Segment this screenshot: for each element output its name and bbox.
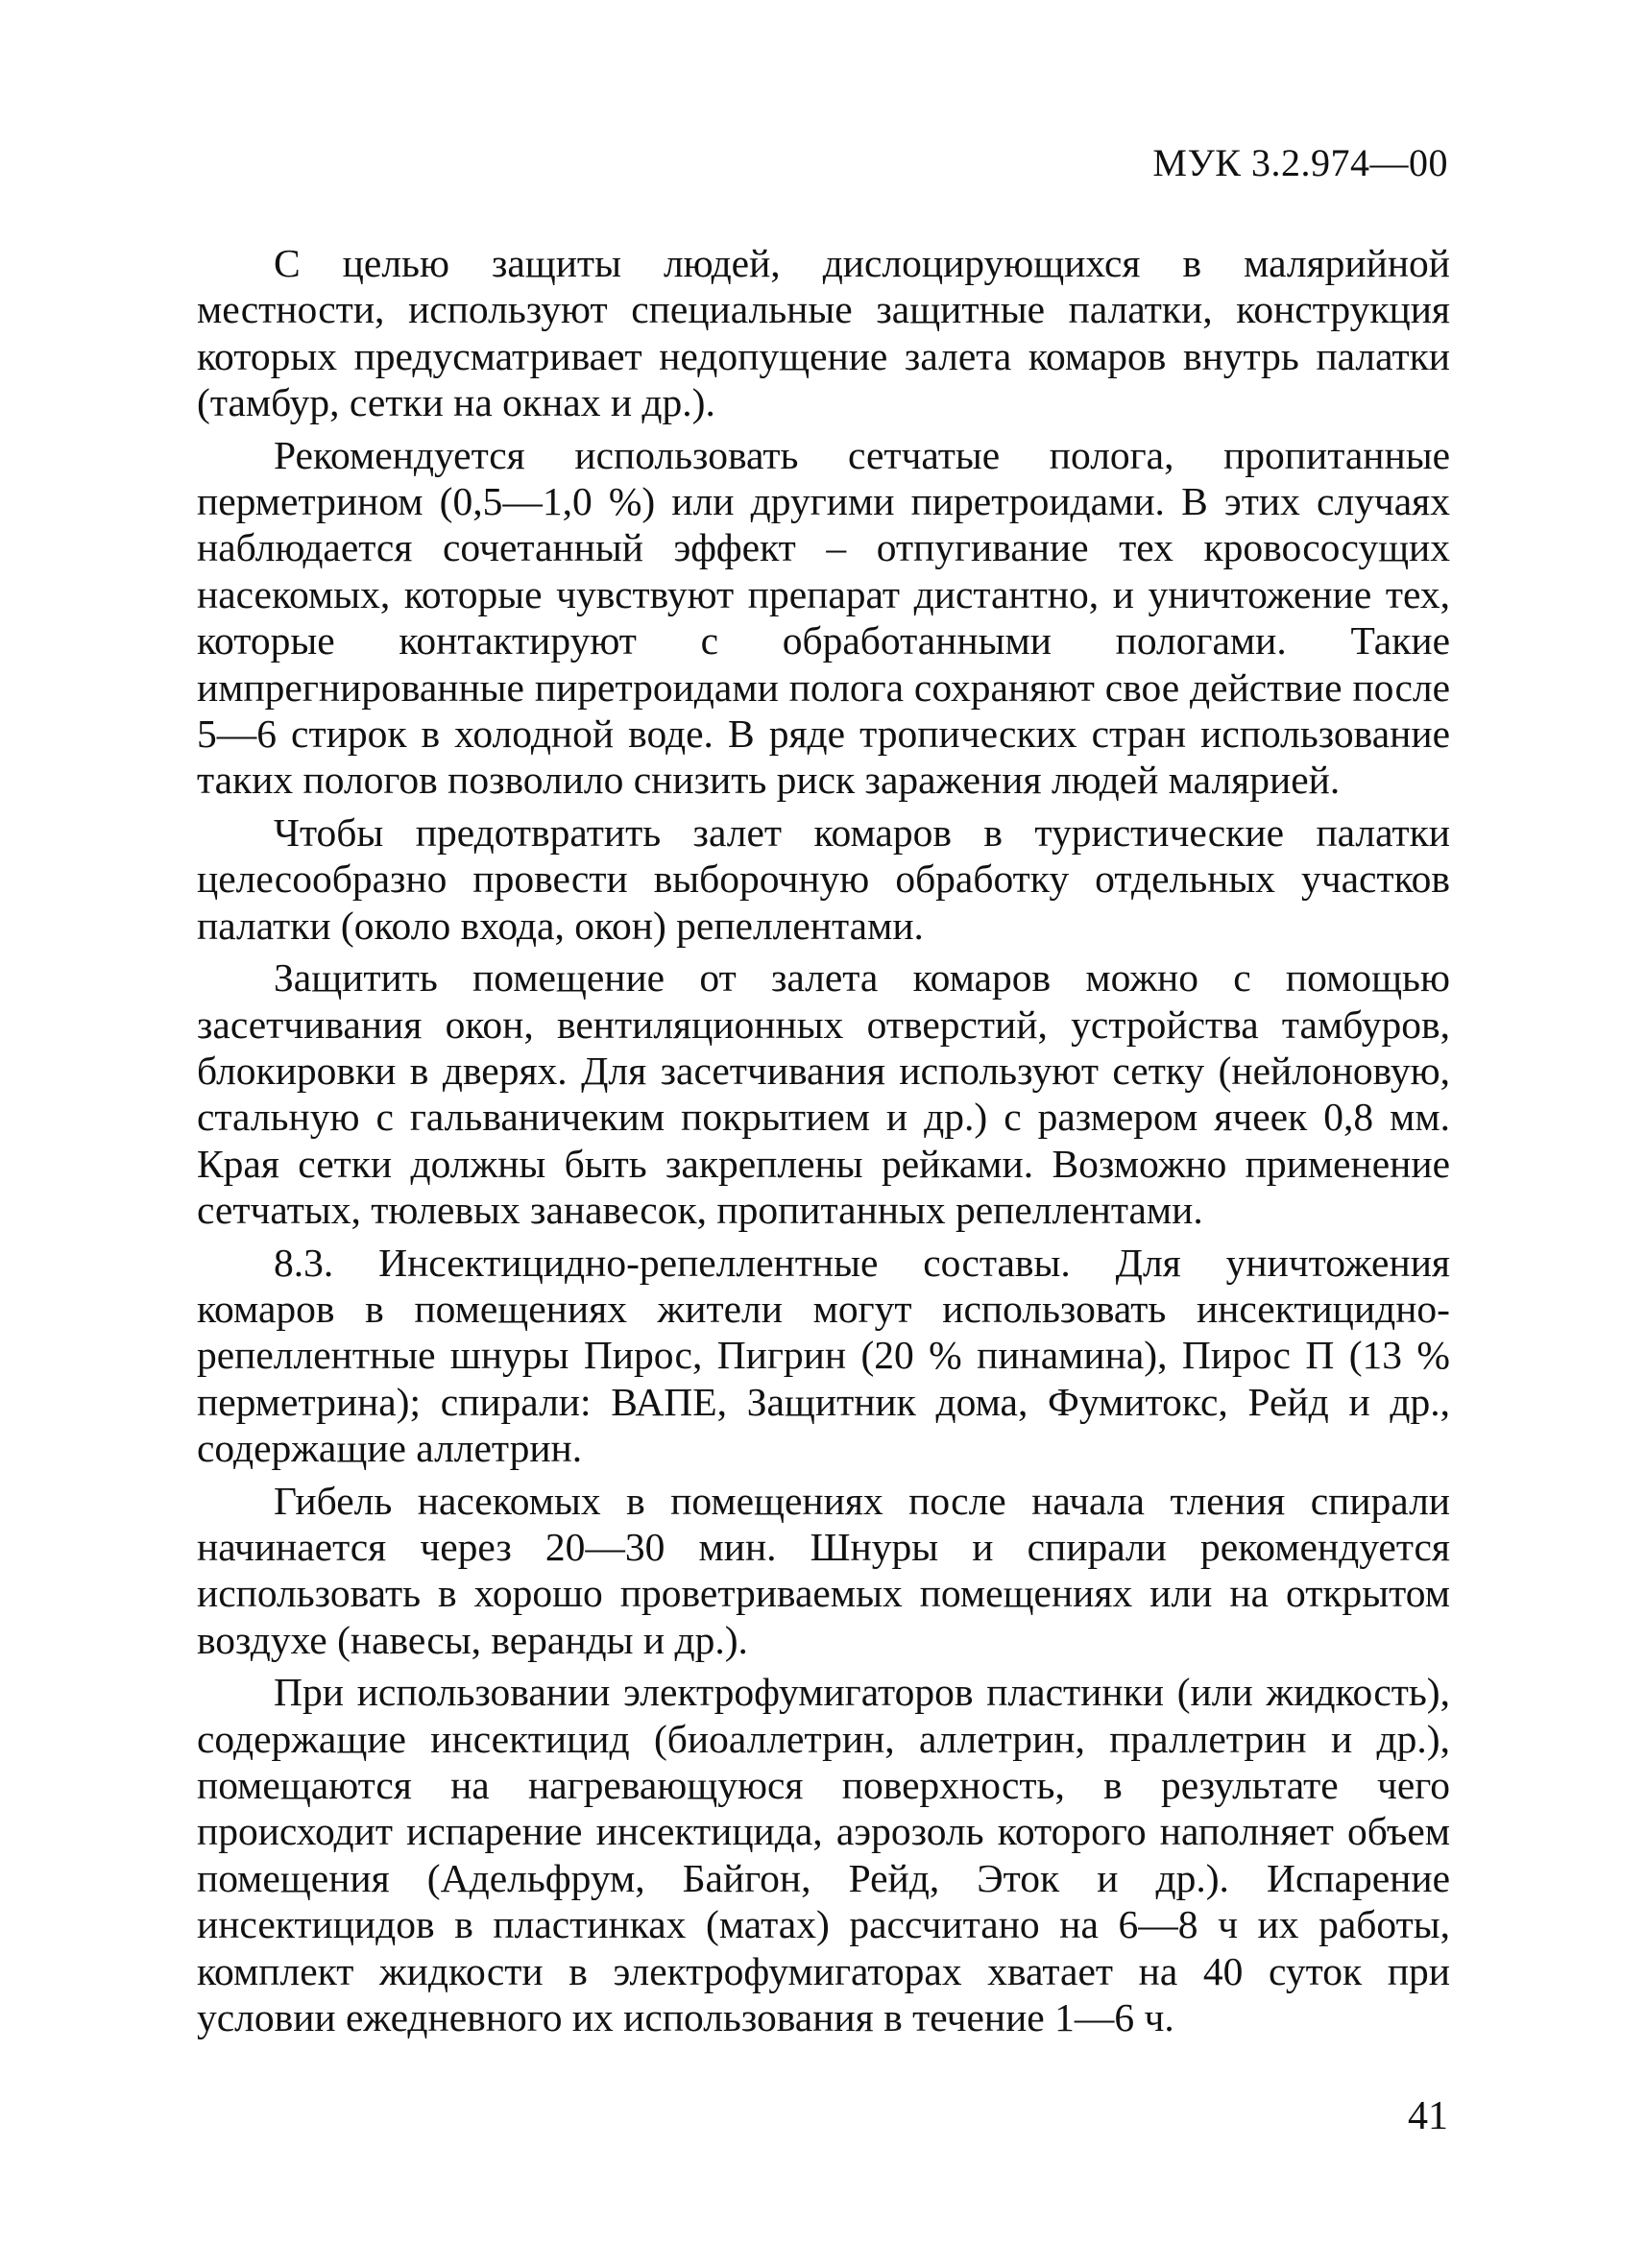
paragraph-3: Чтобы предотвратить залет комаров в туристические палатки целесообразно провести выборочную обработку отдельных участков палатки (около входа, окон) репеллентами. <box>197 809 1450 948</box>
paragraph-5: 8.3. Инсектицидно-репеллентные составы. Для уничтожения комаров в помещениях жители могут использовать инсектицидно-репеллентные шнуры Пирос, Пигрин (20 % пинамина), Пирос П (13 % перметрина); спирали: ВАПЕ, Защитник дома, Фумитокс, Рейд и др., содержащие аллетрин. <box>197 1240 1450 1471</box>
paragraph-1: С целью защиты людей, дислоцирующихся в малярийной местности, используют специальные защитные палатки, конструкция которых предусматривает недопущение залета комаров внутрь палатки (тамбур, сетки на окнах и др.). <box>197 241 1450 425</box>
document-body <box>197 240 1450 2046</box>
page-number: 41 <box>1408 2094 1448 2138</box>
paragraph-4: Защитить помещение от залета комаров можно с помощью засетчивания окон, вентиляционных отверстий, устройства тамбуров, блокировки в дверях. Для засетчивания используют сетку (нейлоновую, стальную с гальваничеким покрытием и др.) с размером ячеек 0,8 мм. Края сетки должны быть закреплены рейками. Возможно применение сетчатых, тюлевых занавесок, пропитанных репеллентами. <box>197 955 1450 1233</box>
paragraph-2: Рекомендуется использовать сетчатые полога, пропитанные перметрином (0,5—1,0 %) или другими пиретроидами. В этих случаях наблюдается сочетанный эффект – отпугивание тех кровососущих насекомых, которые чувствуют препарат дистантно, и уничтожение тех, которые контактируют с обработанными пологами. Такие импрегнированные пиретроидами полога сохраняют свое действие после 5—6 стирок в холодной воде. В ряде тропических стран использование таких пологов позволило снизить риск заражения людей малярией. <box>197 432 1450 803</box>
paragraph-6: Гибель насекомых в помещениях после начала тления спирали начинается через 20—30 мин. Шнуры и спирали рекомендуется использовать в хорошо проветриваемых помещениях или на открытом воздухе (навесы, веранды и др.). <box>197 1478 1450 1662</box>
document-header: МУК 3.2.974—00 <box>1152 141 1448 184</box>
paragraph-7: При использовании электрофумигаторов пластинки (или жидкость), содержащие инсектицид (биоаллетрин, аллетрин, праллетрин и др.), помещаются на нагревающуюся поверхность, в результате чего происходит испарение инсектицида, аэрозоль которого наполняет объем помещения (Адельфрум, Байгон, Рейд, Эток и др.). Испарение инсектицидов в пластинках (матах) рассчитано на 6—8 ч их работы, комплект жидкости в электрофумигаторах хватает на 40 суток при условии ежедневного их использования в течение 1—6 ч. <box>197 1670 1450 2040</box>
